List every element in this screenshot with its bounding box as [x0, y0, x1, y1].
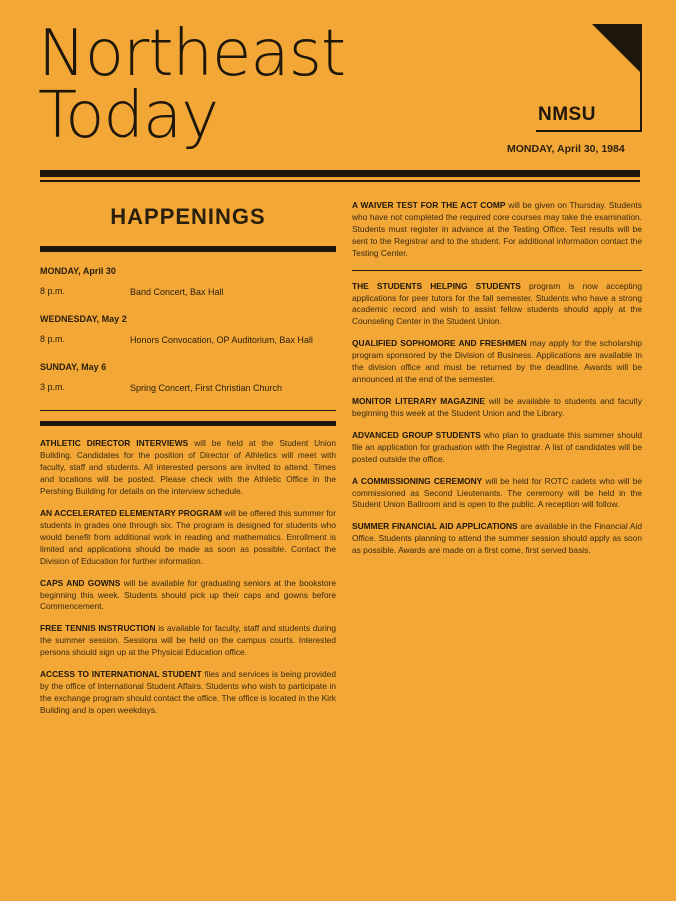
- event-block: [40, 266, 336, 394]
- announcement-head: A WAIVER TEST FOR THE ACT COMP: [352, 200, 506, 210]
- announcement: [40, 508, 336, 568]
- announcement-head: ADVANCED GROUP STUDENTS: [352, 429, 481, 440]
- event-row: [40, 286, 336, 298]
- masthead-rule-thin: [40, 180, 640, 182]
- issue-date: MONDAY, April 30, 1984: [507, 143, 625, 155]
- announcement-head: A COMMISSIONING CEREMONY: [352, 475, 483, 486]
- happenings-rule: [40, 246, 336, 252]
- announcement-body: program is now accepting applications for peer tutors for the fall semester. Students who have a strong academic record and wish to assist fellow students should apply at the Counseling Center in the Student Union.: [352, 280, 642, 327]
- event-desc: Spring Concert, First Christian Church: [130, 383, 283, 394]
- event-time: 8 p.m.: [40, 286, 66, 296]
- announcement-head: SUMMER FINANCIAL AID APPLICATIONS: [352, 521, 518, 532]
- announcement-body: will be offered this summer for students in grades one through six. The program is designed for students who would benefit from additional work in reading and mathematics. Enrollment is limited and applications should be made as soon as possible. Contact the Division of Education for further information.: [40, 508, 337, 566]
- announcement-body: is available for faculty, staff and students during the summer session. Sessions will be held on the campus courts. Interested persons should sign up at the Physical Education office.: [40, 623, 336, 658]
- right-column: [352, 200, 642, 567]
- masthead-rule: [40, 170, 640, 177]
- announcement: [352, 521, 642, 557]
- event-day: SUNDAY, May 6: [40, 362, 107, 373]
- announcement-body: will be held for ROTC cadets who will be commissioned as Second Lieutenants. The ceremony will be held in the Student Union Ballroom and is open to the public. A reception will follow.: [352, 475, 643, 510]
- announcement: [40, 438, 336, 498]
- nmsu-logo: [536, 24, 642, 132]
- logo-text: NMSU: [538, 104, 596, 125]
- announcement-head: AN ACCELERATED ELEMENTARY PROGRAM: [40, 508, 222, 519]
- announcement-body: will be available for graduating seniors at the bookstore beginning this week. Students should pick up their caps and gowns before Commencement.: [40, 577, 336, 612]
- event-desc: Honors Convocation, OP Auditorium, Bax Hall: [130, 335, 313, 346]
- masthead-line2: Today: [38, 79, 219, 153]
- announcements-rule: [40, 421, 336, 426]
- announcement-head: ATHLETIC DIRECTOR INTERVIEWS: [40, 438, 189, 449]
- announcement: [352, 476, 642, 512]
- event-day: MONDAY, April 30: [40, 266, 116, 276]
- announcement-body: are available in the Financial Aid Office. Students planning to attend the summer session should apply as soon as possible. Awards are made on a first come, first served basis.: [352, 521, 642, 556]
- announcement-head: THE STUDENTS HELPING STUDENTS: [352, 280, 521, 291]
- announcement-head: MONITOR LITERARY MAGAZINE: [352, 395, 485, 406]
- announcement-head: CAPS AND GOWNS: [40, 577, 121, 588]
- logo-triangle-icon: [592, 24, 642, 74]
- happenings-title: HAPPENINGS: [110, 204, 266, 229]
- left-column: [40, 190, 336, 727]
- announcement-body: who plan to graduate this summer should file an application for graduation with the Registrar. A list of candidates will be posted outside the office.: [352, 429, 642, 464]
- announcement-head: FREE TENNIS INSTRUCTION: [40, 623, 156, 634]
- announcement: [352, 338, 642, 386]
- section-divider: [352, 270, 642, 271]
- event-row: [40, 334, 336, 346]
- announcement: [352, 396, 642, 420]
- announcement-body: may apply for the scholarship program sponsored by the Division of Business. Applications are available in the division office and must be returned by the deadline. Awards will be announced at the end of the semester.: [352, 338, 642, 385]
- announcement: [40, 669, 336, 717]
- announcement: [352, 200, 642, 260]
- announcement-body: will be held at the Student Union Building. Candidates for the position of Director of Athletics will meet with faculty, staff and students. All interested persons are invited to attend. Times and locations will be posted. Please check with the Athletic Office in the Pershing Building for details on the interview schedule.: [40, 438, 337, 497]
- announcement-body: will be given on Thursday. Students who have not completed the required core courses may take the examination. Students must register in advance at the Testing Office. Test results will be sent to the Registrar and to the student. For additional information contact the Testing Center.: [352, 200, 642, 258]
- masthead-line1: Northeast: [38, 17, 346, 91]
- announcement: [352, 430, 642, 466]
- announcement-head: QUALIFIED SOPHOMORE AND FRESHMEN: [352, 338, 527, 349]
- announcement: [352, 281, 642, 329]
- announcement: [40, 578, 336, 614]
- announcement-head: ACCESS TO INTERNATIONAL STUDENT: [40, 669, 202, 680]
- event-time: 3 p.m.: [40, 382, 66, 393]
- event-row: [40, 382, 336, 394]
- event-time: 8 p.m.: [40, 334, 66, 345]
- announcement-body: will be available to students and faculty beginning this week at the Student Union and the Library.: [352, 395, 643, 418]
- announcement: [40, 623, 336, 659]
- announcement-body: files and services is being provided by the office of International Student Affairs. Students who wish to participate in the exchange program should contact the office. The office is located in the Kirk Building and is open weekdays.: [40, 669, 337, 715]
- section-divider: [40, 410, 336, 411]
- event-desc: Band Concert, Bax Hall: [130, 287, 224, 297]
- event-day: WEDNESDAY, May 2: [40, 314, 127, 325]
